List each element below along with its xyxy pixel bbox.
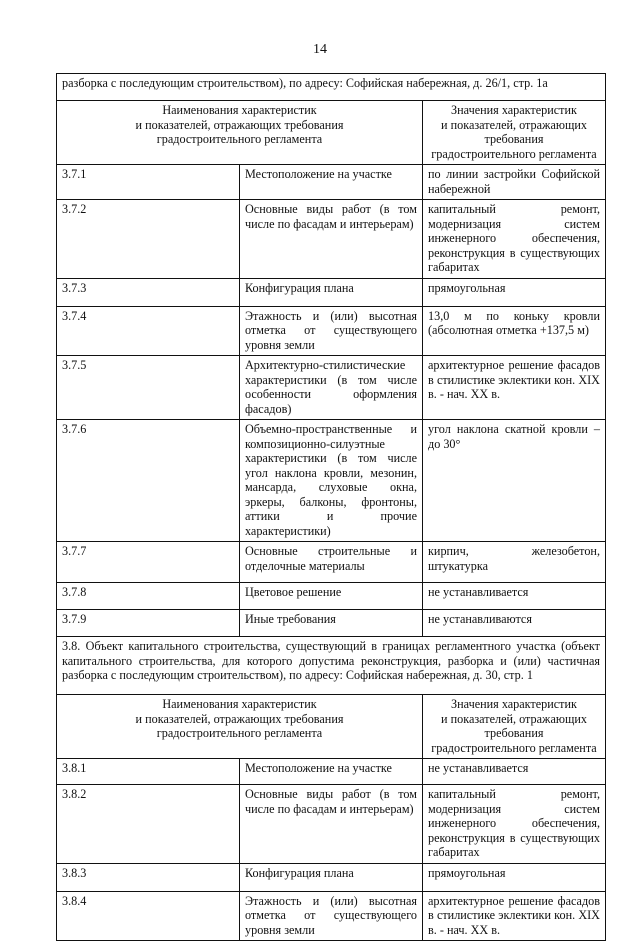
row-number: 3.7.8 [57,583,240,610]
table-row [57,356,606,420]
row-value: капитальный ремонт, модернизация систем инженерного обеспечения, реконструкция в существующих габаритах [423,785,606,864]
row-value: угол наклона скатной кровли – до 30° [423,420,606,542]
row-number: 3.7.7 [57,542,240,583]
address-line: разборка с последующим строительством), по адресу: Софийская набережная, д. 26/1, стр. 1а [57,74,606,101]
address-row [57,74,606,101]
row-value: архитектурное решение фасадов в стилистике эклектики кон. XIX в. - нач. XX в. [423,356,606,420]
row-name: Этажность и (или) высотная отметка от существующего уровня земли [240,891,423,941]
row-name: Местоположение на участке [240,759,423,785]
page-number: 14 [313,42,327,57]
row-name: Основные строительные и отделочные материалы [240,542,423,583]
section-title: 3.8. Объект капитального строительства, существующий в границах регламентного участка (объект капитального строительства, для которого допустима реконструкция, разборка и (или) частичная разборка с последующим строительством), по адресу: Софийская набережная, д. 30, стр. 1 [57,637,606,695]
row-value: прямоугольная [423,863,606,891]
row-name: Цветовое решение [240,583,423,610]
header-value-cell [423,695,606,759]
table-row [57,863,606,891]
row-value: капитальный ремонт, модернизация систем инженерного обеспечения, реконструкция в существующих габаритах [423,200,606,279]
row-name: Иные требования [240,610,423,637]
row-number: 3.8.3 [57,863,240,891]
table-row [57,610,606,637]
row-value: по линии застройки Софийской набережной [423,165,606,200]
row-value: не устанавливается [423,583,606,610]
row-value: архитектурное решение фасадов в стилистике эклектики кон. XIX в. - нач. XX в. [423,891,606,941]
row-number: 3.7.4 [57,306,240,356]
regulation-table [56,73,606,941]
row-name: Этажность и (или) высотная отметка от существующего уровня земли [240,306,423,356]
row-number: 3.7.9 [57,610,240,637]
row-value: прямоугольная [423,278,606,306]
row-name: Объемно-пространственные и композиционно-силуэтные характеристики (в том числе угол наклона кровли, мезонин, мансарда, слуховые окна, эркеры, балконы, фронтоны, аттики и прочие характеристики) [240,420,423,542]
header-value-text: Значения характеристик и показателей, отражающих требования градостроительного регламента [431,103,597,161]
row-value: не устанавливается [423,759,606,785]
table-header-row [57,695,606,759]
row-name: Конфигурация плана [240,278,423,306]
row-name: Конфигурация плана [240,863,423,891]
row-number: 3.8.2 [57,785,240,864]
row-value: кирпич, железобетон, штукатурка [423,542,606,583]
header-name-cell [57,695,423,759]
row-name: Архитектурно-стилистические характеристики (в том числе особенности оформления фасадов) [240,356,423,420]
row-name: Основные виды работ (в том числе по фасадам и интерьерам) [240,200,423,279]
table-row [57,420,606,542]
row-number: 3.7.5 [57,356,240,420]
table-header-row [57,101,606,165]
row-number: 3.7.1 [57,165,240,200]
table-row [57,891,606,941]
header-name-text: Наименования характеристик и показателей, отражающих требования градостроительного регламента [135,697,344,740]
row-number: 3.7.2 [57,200,240,279]
row-number: 3.8.4 [57,891,240,941]
row-number: 3.7.3 [57,278,240,306]
table-row [57,200,606,279]
header-value-text: Значения характеристик и показателей, отражающих требования градостроительного регламента [431,697,597,755]
row-value: не устанавливаются [423,610,606,637]
row-number: 3.7.6 [57,420,240,542]
header-name-cell [57,101,423,165]
table-row [57,583,606,610]
header-value-cell [423,101,606,165]
header-name-text: Наименования характеристик и показателей, отражающих требования градостроительного регламента [135,103,344,146]
table-row [57,306,606,356]
row-value: 13,0 м по коньку кровли (абсолютная отметка +137,5 м) [423,306,606,356]
section-title-row [57,637,606,695]
row-name: Местоположение на участке [240,165,423,200]
row-number: 3.8.1 [57,759,240,785]
row-name: Основные виды работ (в том числе по фасадам и интерьерам) [240,785,423,864]
table-row [57,542,606,583]
table-row [57,759,606,785]
table-row [57,785,606,864]
table-row [57,165,606,200]
table-row [57,278,606,306]
